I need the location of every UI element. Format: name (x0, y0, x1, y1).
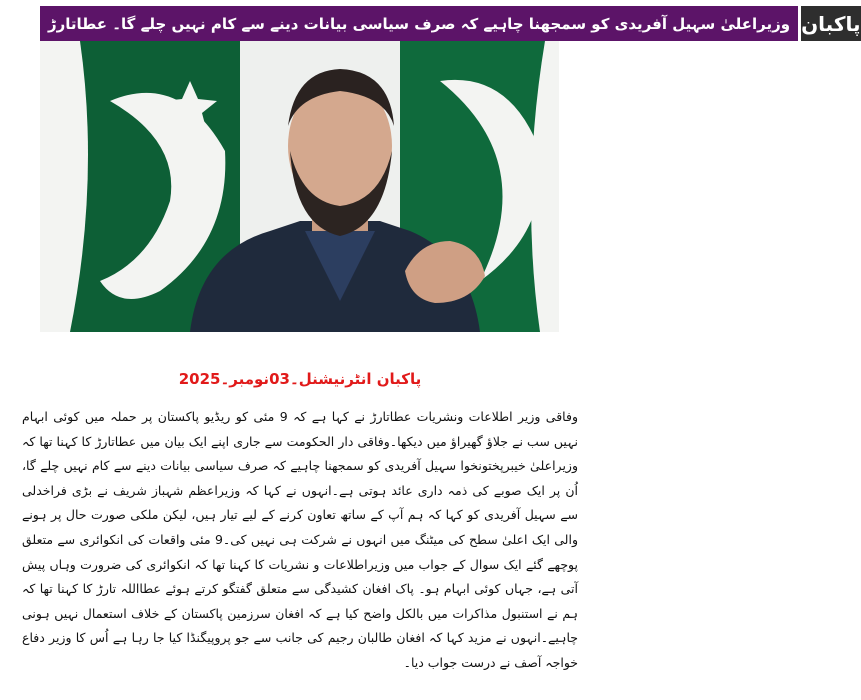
dateline: پاکبان انٹرنیشنل۔03نومبر۔2025 (178, 370, 422, 388)
headline-bar (40, 6, 861, 41)
headline-text: وزیراعلیٰ سہیل آفریدی کو سمجھنا چاہیے کہ صرف سیاسی بیانات دینے سے کام نہیں چلے گا۔ عطاتارڑ (40, 6, 798, 41)
brand-logo: پاکبان (798, 6, 860, 41)
news-photo (40, 41, 559, 332)
article-body: وفاقی وزیر اطلاعات ونشریات عطاتارڑ نے کہا ہے کہ 9 مئی کو ریڈیو پاکستان پر حملہ میں کوئی ابہام نہیں سب نے جلاؤ گھیراؤ میں دیکھا۔وفاقی دار الحکومت سے جاری اپنے ایک بیان میں عطاتارڑ کا کہنا تھا کہ وزیراعلیٰ خیبرپختونخوا سہیل آفریدی کو سمجھنا چاہیے کہ صرف سیاسی بیانات دینے سے کام نہیں چلے گا، اُن پر ایک صوبے کی ذمہ داری عائد ہوتی ہے۔انہوں نے کہا کہ وزیراعظم شہباز شریف نے بڑی فراخدلی سے سہیل آفریدی کو کہا کہ ہم آپ کے ساتھ تعاون کرنے کے لیے تیار ہیں، لیکن ملکی صورت حال پر ہونے والی ایک اعلیٰ سطح کی میٹنگ میں انہوں نے شرکت ہی نہیں کی۔9 مئی واقعات کی انکوائری سے متعلق پوچھے گئے ایک سوال کے جواب میں وزیراطلاعات و نشریات کا کہنا تھا کہ انکوائری کی ضرورت وہاں پیش آتی ہے، جہاں کوئی ابہام ہو۔ پاک افغان کشیدگی سے متعلق گفتگو کرتے ہوئے عطااللہ تارڑ کا کہنا تھا کہ ہم نے استنبول مذاکرات میں بالکل واضح کیا ہے کہ افغان سرزمین پاکستان کے خلاف استعمال نہیں ہونی چاہیے۔انہوں نے مزید کہا کہ افغان طالبان رجیم کی جانب سے جو پروپیگنڈا کیا جا رہا ہے اُس کا وزیر دفاع خواجہ آصف نے درست جواب دیا۔ (22, 409, 579, 670)
